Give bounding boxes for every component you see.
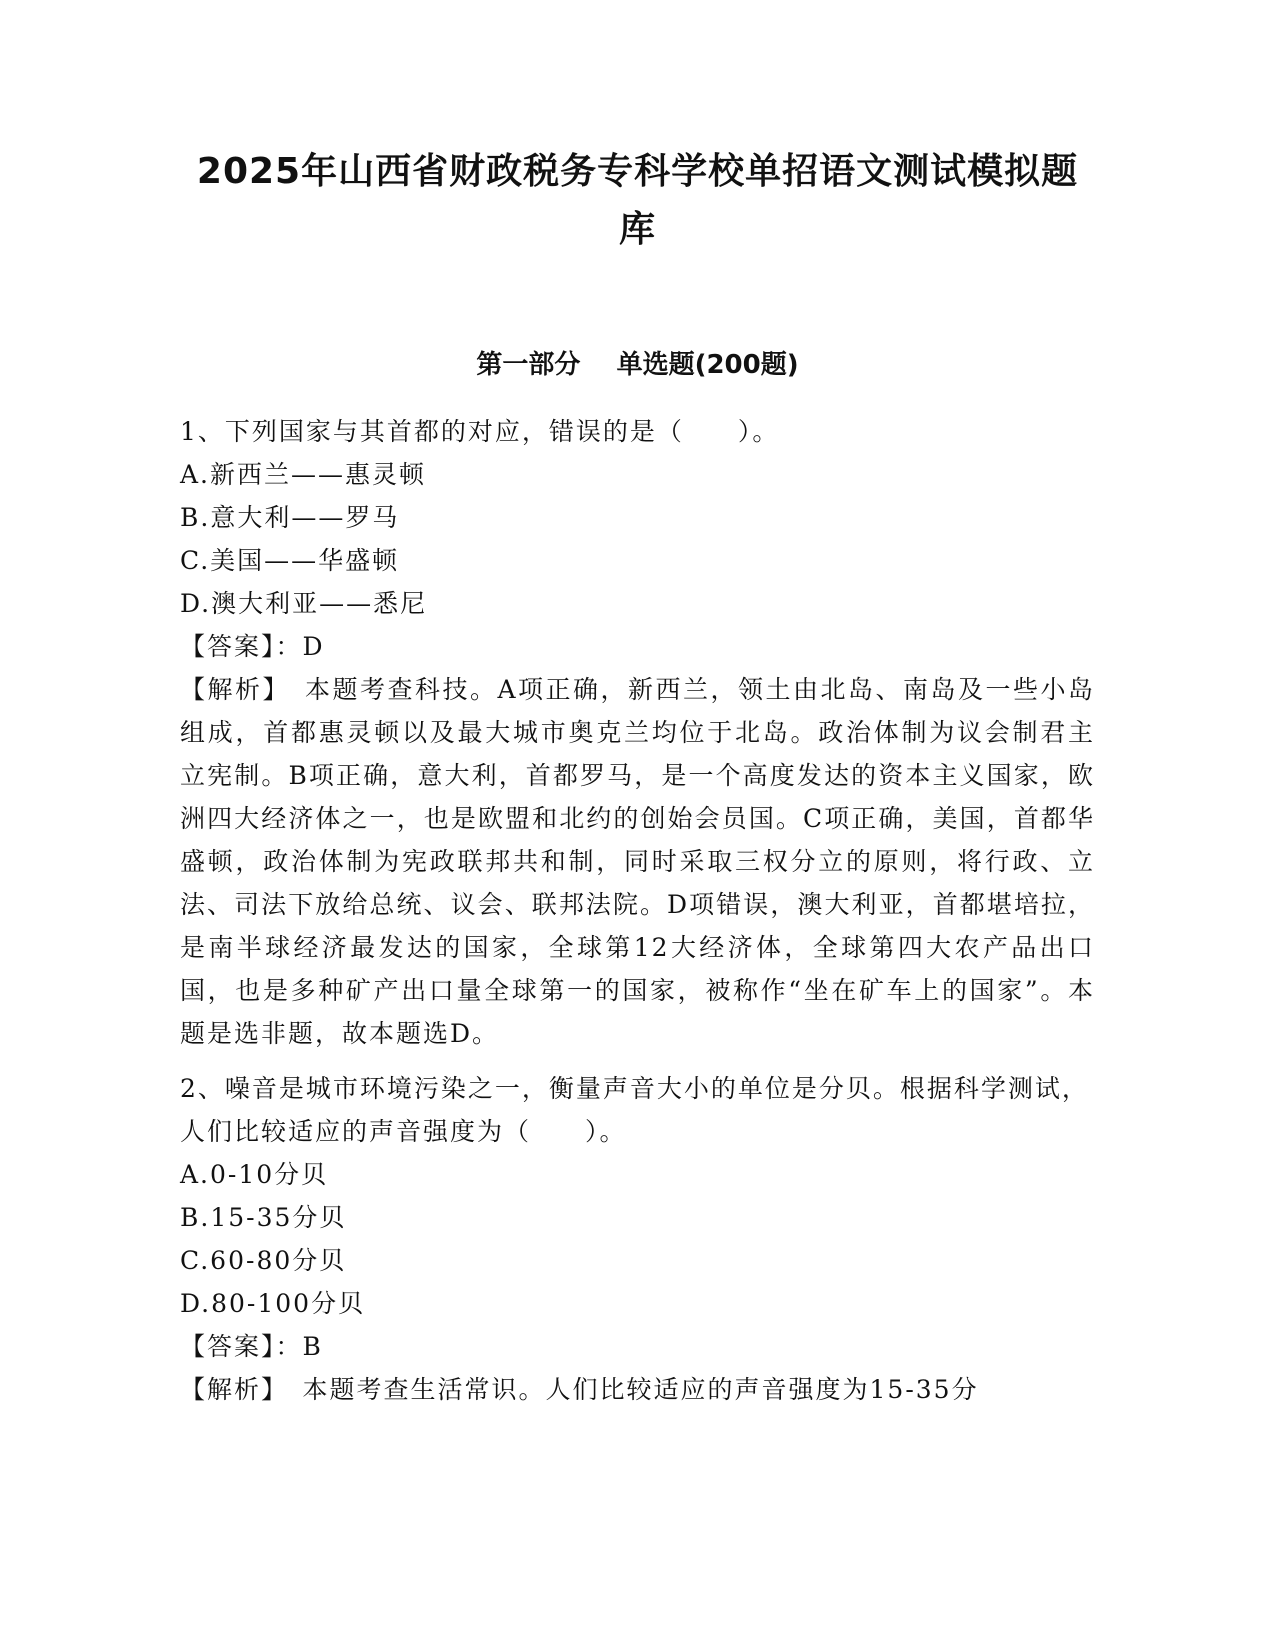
option-b: B.15-35分贝 <box>180 1203 347 1232</box>
option-d: D.澳大利亚——悉尼 <box>180 589 428 618</box>
question-stem: 2、噪音是城市环境污染之一，衡量声音大小的单位是分贝。根据科学测试，人们比较适应的声音强度为（ ）。 <box>180 1074 1089 1146</box>
question-list <box>180 410 1095 1423</box>
option-d: D.80-100分贝 <box>180 1289 366 1318</box>
option-a: A.0-10分贝 <box>180 1160 329 1189</box>
explanation: 【解析】 本题考查科技。A项正确，新西兰，领土由北岛、南岛及一些小岛组成，首都惠灵顿以及最大城市奥克兰均位于北岛。政治体制为议会制君主立宪制。B项正确，意大利，首都罗马，是一个高度发达的资本主义国家，欧洲四大经济体之一，也是欧盟和北约的创始会员国。C项正确，美国，首都华盛顿，政治体制为宪政联邦共和制，同时采取三权分立的原则，将行政、立法、司法下放给总统、议会、联邦法院。D项错误，澳大利亚，首都堪培拉，是南半球经济最发达的国家，全球第12大经济体，全球第四大农产品出口国，也是多种矿产出口量全球第一的国家，被称作“坐在矿车上的国家”。本题是选非题，故本题选D。 <box>180 675 1095 1048</box>
question-2 <box>180 1067 1095 1411</box>
question-stem: 1、下列国家与其首都的对应，错误的是（ ）。 <box>180 417 780 446</box>
option-b: B.意大利——罗马 <box>180 503 400 532</box>
document-title: 2025年山西省财政税务专科学校单招语文测试模拟题库 <box>196 151 1079 250</box>
option-c: C.美国——华盛顿 <box>180 546 400 575</box>
section-heading: 第一部分 单选题(200题) <box>476 350 799 380</box>
question-1 <box>180 410 1095 1055</box>
explanation: 【解析】 本题考查生活常识。人们比较适应的声音强度为15-35分 <box>180 1375 979 1404</box>
option-a: A.新西兰——惠灵顿 <box>180 460 427 489</box>
answer: 【答案】：D <box>180 632 325 661</box>
answer: 【答案】：B <box>180 1332 323 1361</box>
option-c: C.60-80分贝 <box>180 1246 347 1275</box>
